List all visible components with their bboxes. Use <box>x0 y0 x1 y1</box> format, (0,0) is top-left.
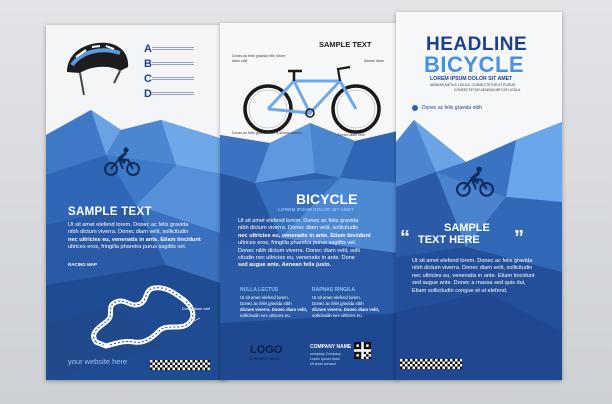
middle-subtitle: LOREM IPSUM DOLOR SIT AMET <box>278 208 355 213</box>
company-line2: Lorem ipsum dolor <box>310 357 340 361</box>
middle-body-line: Ut sit amet elefend lorem. Donec ac felis gravida <box>238 218 359 224</box>
right-body-line: Ut sit amet elefend lorem. Donec ac felis gravida <box>412 258 533 264</box>
right-sample-line1: SAMPLE <box>444 222 490 234</box>
middle-body-line: nec ultricies eu, venenatis in ante. Etiam tincidunt <box>238 232 371 239</box>
col2-title: RAPNAS RINGILA <box>312 287 356 293</box>
helmet-icon <box>62 37 132 97</box>
middle-body-line: nibh dictum viverra. Donec diam velit, sollicitudin <box>238 225 359 232</box>
right-sub2: CONSECTETUR AENEAN METUS LIGULA <box>454 88 521 92</box>
col2-line: Ut sit amet elefend lorem. <box>312 295 361 300</box>
right-sub1: AENEAN METUS LIGULA, CONSECTETUR AT PURUS <box>430 83 516 87</box>
col2-line: Donec ac felis gravida nibh <box>312 301 364 306</box>
letter-c-text <box>152 77 194 81</box>
letter-d: D <box>144 88 152 100</box>
middle-body <box>238 218 390 270</box>
qr-code-icon <box>354 342 371 359</box>
middle-body-line: ultrices eros, fringilla pharetra purus sagittis vel. <box>238 240 357 247</box>
right-body-line: sed augue ante. Donec a massa sed quis dui, <box>412 280 526 287</box>
middle-sample-title: SAMPLE TEXT <box>319 40 372 49</box>
left-body-line: Ut sit amet elefend lorem. Donec ac felis gravida <box>68 222 189 228</box>
col2-body <box>312 295 390 319</box>
right-body-line: nec ultricies eu, venenatis in ante. Etiam tincidunt <box>412 272 535 279</box>
left-body-line: ultrices eros, fringilla pharetra purus sagittis vel. <box>68 244 187 251</box>
letter-b-text <box>152 62 194 66</box>
right-body-line: nibh dictum viverra. Donec diam velit, sollicitudin <box>412 265 533 272</box>
left-body <box>68 222 220 252</box>
company-name: COMPANY NAME <box>310 344 352 350</box>
left-panel <box>46 25 226 380</box>
cyclist-icon <box>456 166 494 198</box>
map-callout: Donec diam velit <box>182 307 211 311</box>
bullet-dot-icon <box>412 105 418 111</box>
middle-body-line: citudin nec ultricies eu, venenatis in ante. Done <box>238 255 355 262</box>
col1-line: Donec ac felis gravida nibh <box>240 301 292 306</box>
col1-title: NULLA LECTUS <box>240 287 279 293</box>
middle-body-line: Donec nibh dictum viverra. Donec diam velit, solli <box>238 247 360 254</box>
company-line1: company Company <box>310 352 341 356</box>
race-map-icon <box>84 272 204 352</box>
right-bullet: Donec ac felis gravida nibh <box>422 105 483 111</box>
open-quote: “ <box>400 227 410 249</box>
right-panel <box>396 12 562 380</box>
checker-flag-icon <box>400 359 462 369</box>
letter-a: A <box>144 43 152 55</box>
letter-c: C <box>144 73 152 85</box>
middle-title: BICYCLE <box>296 191 358 207</box>
middle-callout-top-left: Donec ac felis gravida nibh Wone diam velit <box>232 54 286 63</box>
cyclist-icon <box>104 147 140 177</box>
middle-callout-top-right: Wonec diam <box>364 59 384 63</box>
company-logo: LOGO <box>250 344 283 356</box>
middle-body-line: sed augue ante. Aenean felis justo. <box>238 262 332 269</box>
col1-body <box>240 295 310 319</box>
letter-a-text <box>152 47 194 51</box>
col2-line: dictum viverra. Donec diam velit, <box>312 307 380 312</box>
right-body-line: Etiam sollicitudin congue et ut elefend. <box>412 287 508 294</box>
company-name-under-logo: COMPANY NAME <box>249 357 280 361</box>
col1-line: dictum viverra. Donec diam velit, <box>240 307 308 312</box>
checker-flag-icon <box>150 360 210 370</box>
left-title: SAMPLE TEXT <box>68 206 152 218</box>
website-link[interactable]: your website here <box>68 357 128 366</box>
letter-b: B <box>144 58 152 70</box>
col1-line: Ut sit amet elefend lorem. <box>240 295 289 300</box>
left-body-line: nibh dictum viverra. Donec diam velit, sollicitudin <box>68 229 189 236</box>
right-lorem: LOREM IPSUM DOLOR SIT AMET <box>430 76 513 82</box>
bicycle-icon <box>238 61 388 135</box>
col2-line: sollicitudin nec ultricies eu. <box>312 313 363 318</box>
close-quote: ” <box>514 227 524 249</box>
col1-line: sollicitudin nec ultricies eu. <box>240 313 291 318</box>
headline: HEADLINE <box>426 34 528 55</box>
middle-callout-bottom: Donec ac felis gravida nibh a dictum viverra <box>232 131 302 135</box>
map-label: RACING MAP <box>68 262 97 267</box>
letter-d-text <box>152 92 194 96</box>
right-body <box>412 258 557 295</box>
company-line3: sit amet consect <box>310 362 336 366</box>
headline-bicycle: BICYCLE <box>424 52 525 77</box>
middle-panel <box>220 23 398 380</box>
middle-callout-bottom2: Donec diam velit <box>338 133 365 137</box>
right-sample-line2: TEXT HERE <box>418 234 480 246</box>
left-body-line: nec ultricies eu, venenatis in ante. Etiam tincidunt <box>68 236 201 243</box>
